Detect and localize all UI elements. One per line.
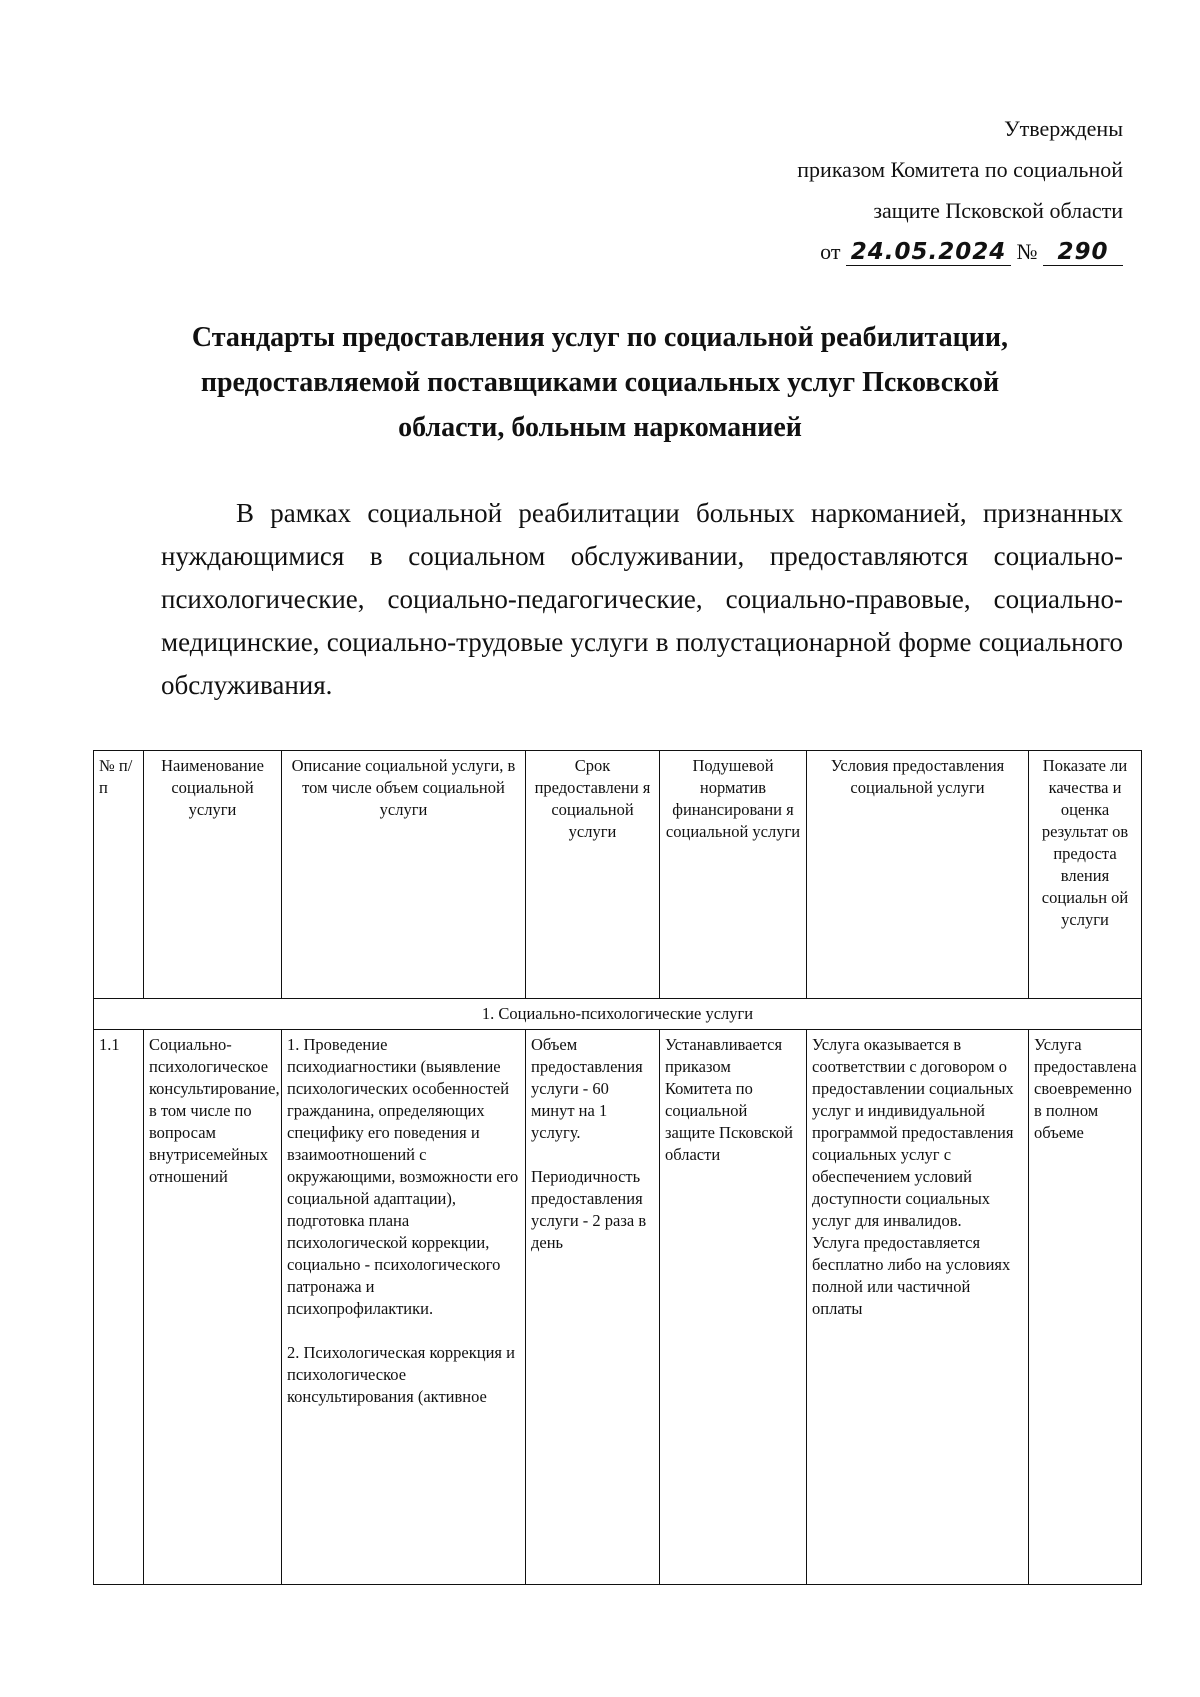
approval-block — [797, 108, 1123, 272]
section-row — [94, 999, 1142, 1030]
row-quality: Услуга предоставлена своевременно в полном объеме — [1029, 1030, 1142, 1585]
header-funding: Подушевой норматив финансировани я социальной услуги — [660, 751, 807, 999]
handwritten-date: 24.05.2024 — [846, 239, 1011, 266]
approval-line-1: Утверждены — [1004, 116, 1123, 141]
date-prefix: от — [820, 239, 841, 264]
description-part-2: 2. Психологическая коррекция и психологическое консультирования (активное — [287, 1343, 515, 1406]
header-num: № п/п — [94, 751, 144, 999]
row-description — [282, 1030, 526, 1585]
intro-paragraph: В рамках социальной реабилитации больных наркоманией, признанных нуждающимися в социальном обслуживании, предоставляются социально-психологические, социально-педагогические, социально-правовые, социально-медицинские, социально-трудовые услуги в полустационарной форме социального обслуживания. — [161, 498, 1123, 700]
term-periodicity: Периодичность предоставления услуги - 2 раза в день — [531, 1167, 647, 1252]
conditions-part-1: Услуга оказывается в соответствии с договором о предоставлении социальных услуг и индивидуальной программой предоставления социальных услуг с обеспечением условий доступности социальных услуг для инвалидов. — [812, 1035, 1014, 1230]
row-service-name: Социально-психологическое консультирование, в том числе по вопросам внутрисемейных отношений — [144, 1030, 282, 1585]
term-volume: Объем предоставления услуги - 60 минут на 1 услугу. — [531, 1035, 643, 1142]
header-description: Описание социальной услуги, в том числе объем социальной услуги — [282, 751, 526, 999]
table-header-row — [94, 751, 1142, 999]
description-part-1: 1. Проведение психодиагностики (выявление психологических особенностей гражданина, определяющих специфику его поведения и взаимоотношений с окружающими, возможности его социальной адаптации), подготовка плана психологической коррекции, социально - психологического патронажа и психопрофилактики. — [287, 1035, 519, 1318]
approval-line-2: приказом Комитета по социальной — [797, 157, 1123, 182]
handwritten-number: 290 — [1043, 239, 1123, 266]
row-conditions — [807, 1030, 1029, 1585]
header-quality: Показате ли качества и оценка результат ов предоста вления социальн ой услуги — [1029, 751, 1142, 999]
header-name: Наименование социальной услуги — [144, 751, 282, 999]
approval-line-3: защите Псковской области — [873, 198, 1123, 223]
approval-date-line — [797, 231, 1123, 272]
number-prefix: № — [1016, 239, 1038, 264]
row-funding: Устанавливается приказом Комитета по социальной защите Псковской области — [660, 1030, 807, 1585]
row-num: 1.1 — [94, 1030, 144, 1585]
header-term: Срок предоставлени я социальной услуги — [526, 751, 660, 999]
header-conditions: Условия предоставления социальной услуги — [807, 751, 1029, 999]
row-term — [526, 1030, 660, 1585]
table-row — [94, 1030, 1142, 1585]
document-title: Стандарты предоставления услуг по социальной реабилитации, предоставляемой поставщиками социальных услуг Псковской области, больным наркоманией — [191, 322, 1009, 443]
section-title: 1. Социально-психологические услуги — [94, 999, 1142, 1030]
conditions-part-2: Услуга предоставляется бесплатно либо на условиях полной или частичной оплаты — [812, 1233, 1011, 1318]
services-table — [93, 750, 1142, 1585]
